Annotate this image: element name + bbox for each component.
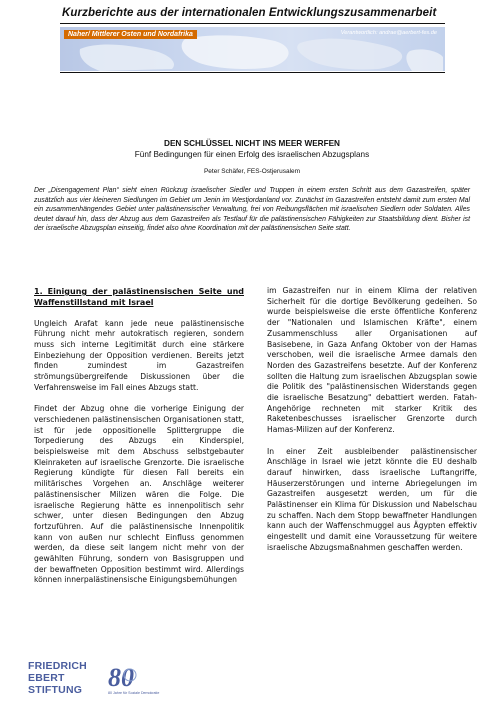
header-rule-bottom	[60, 72, 445, 73]
header-rule-top	[60, 23, 445, 24]
left-paragraph-1: Ungleich Arafat kann jede neue palästinensische Führung nicht mehr autokratisch regieren, sondern muss sich interne Legitimität durch eine stärkere Einbeziehung der Opposition verdienen. Bereits jetzt finden zumindest im Gazastreifen strömungsübergreifende Diskussionen über die Verfahrensweise im Fall eines Abzugs statt.	[34, 318, 244, 392]
svg-text:80: 80	[108, 663, 134, 692]
publication-title: Kurzberichte aus der internationalen Entwicklungszusammenarbeit	[62, 7, 437, 19]
section-heading: 1. Einigung der palästinensischen Seite und Waffenstillstand mit Israel	[34, 287, 244, 307]
left-column	[34, 283, 244, 597]
region-label: Naher/ Mittlerer Osten und Nordafrika	[64, 30, 197, 39]
responsible-contact: Verantwortlich: andrae@aerbert-fes.de	[340, 30, 437, 36]
right-paragraph-1: im Gazastreifen nur in einem Klima der relativen Sicherheit für die dortige Bevölkerung gedeihen. So wurde beispielsweise die erste öffentliche Konferenz der "Nationalen und Islamischen Kräfte", einem Zusammenschluss aller Organisationen auf Basisebene, in Gaza Anfang Oktober von der Hamas verschoben, weil die israelische Armee damals den Norden des Gazastreifens besetzte. Auf der Konferenz sollten die Haltung zum israelischen Abzugsplan sowie die Politik des "palästinensischen Widerstands gegen die israelische Besatzung" debattiert werden. Fatah-Angehörige rechneten mit starker Kritik des Raketenbeschusses israelischer Grenzorte durch Hamas-Milizen auf der Konferenz.	[267, 286, 477, 435]
left-paragraph-2: Findet der Abzug ohne die vorherige Einigung der verschiedenen palästinensischen Organisationen statt, ist für jede oppositionelle Splittergruppe die Torpedierung des Abzugs ein Kinderspiel, beispielsweise mit dem Abschuss selbstgebauter Kleinraketen auf israelische Grenzorte. Die israelische Regierung kündigte für diesen Fall bereits ein militärisches Vorgehen an. Anschläge weiterer palästinensischer Milizen wären die Folge. Die israelische Regierung hätte es innenpolitisch sehr schwer, unter diesen Bedingungen den Abzug fortzuführen. Auf die palästinensische Innenpolitik kann von außen nur schlecht Einfluss genommen werden, da diese seit langem nicht mehr von der gewählten Führung, sondern von Basisgruppen und der bewaffneten Opposition bestimmt wird. Allerdings können innerpalästinensische Einigungsbemühungen	[34, 404, 244, 585]
banner	[60, 27, 445, 71]
right-paragraph-2: In einer Zeit ausbleibender palästinensischer Anschläge in Israel wie jetzt könnte die EU deshalb darauf hinwirken, dass israelische Luftangriffe, Häuserzerstörungen und interne Abriegelungen im Gazastreifen ausgesetzt werden, um für die Palästinenser ein Klima für Diskussion und Nabelschau zu schaffen. Nach dem Stopp bewaffneter Handlungen kann auch der Waffenschmuggel aus Ägypten effektiv eingestellt und damit eine Voraussetzung für weitere israelische Abzugsmaßnahmen geschaffen werden.	[267, 446, 477, 552]
fes-wordmark: FRIEDRICH EBERT STIFTUNG	[28, 660, 87, 696]
anniversary-80-icon	[108, 660, 160, 702]
fes-logo	[28, 660, 160, 704]
svg-text:80 Jahre für Soziale Demokrati: 80 Jahre für Soziale Demokratie	[108, 691, 160, 695]
article-abstract: Der „Disengagement Plan“ sieht einen Rückzug israelischer Siedler und Truppen in einem ersten Schritt aus dem Gazastreifen, später zusätzlich aus vier kleineren Siedlungen im Gebiet um Jenin im Westjordanland vor. Zunächst im Gazastreifen entsteht damit zum ersten Mal ein zusammenhängendes Gebiet unter palästinensischer Verwaltung, frei von Reibungsflächen mit israelischen Siedlern oder Soldaten. Alles deutet darauf hin, dass der Abzug aus dem Gazastreifen als Testlauf für die palästinensischen Fähigkeiten zur Staatsbildung dient. Bisher ist der israelische Abzugsplan einseitig, findet also ohne Koordination mit der palästinensischen Seite statt.	[34, 187, 470, 233]
article-author: Peter Schäfer, FES-Ostjerusalem	[203, 168, 301, 175]
right-column	[267, 286, 477, 564]
article-title: DEN SCHLÜSSEL NICHT INS MEER WERFEN	[164, 139, 340, 148]
article-subtitle: Fünf Bedingungen für einen Erfolg des israelischen Abzugsplans	[134, 150, 370, 159]
